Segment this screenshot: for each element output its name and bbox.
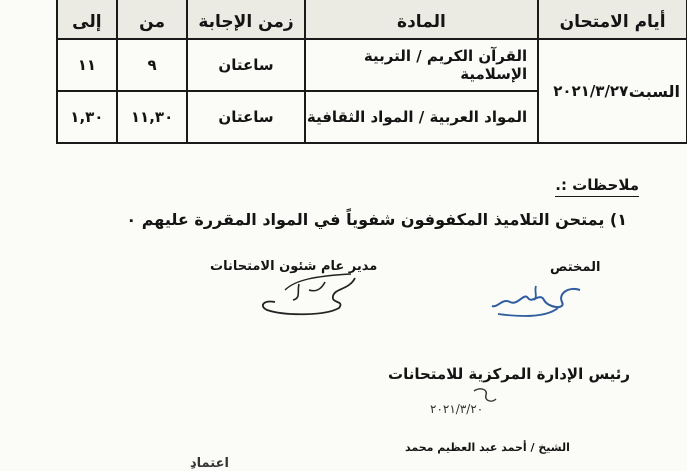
notes-title: ملاحظات :. <box>555 176 639 197</box>
duration-cell: ساعتان <box>187 39 304 91</box>
manager-title: مدير عام شئون الامتحانات <box>210 259 378 274</box>
header-day: أيام الامتحان <box>538 0 687 39</box>
day-label: السبت <box>628 81 680 101</box>
head-title: رئيس الإدارة المركزية للامتحانات <box>388 365 631 383</box>
from-cell: ١١,٣٠ <box>117 91 188 143</box>
to-cell: ١,٣٠ <box>57 91 117 143</box>
header-subject: المادة <box>305 0 539 39</box>
head-date-scrawl: ٢٠٢١/٣/٢٠ <box>430 402 484 416</box>
header-from: من <box>117 0 188 39</box>
exam-schedule-table <box>56 0 687 144</box>
specialist-title: المختص <box>550 260 601 275</box>
subject-cell: القرآن الكريم / التربية الإسلامية <box>305 39 539 91</box>
table-row <box>57 39 687 91</box>
subject-cell: المواد العربية / المواد الثقافية <box>305 91 539 143</box>
bottom-scrawl: ِاعتماد <box>190 456 229 471</box>
head-name: الشيخ / أحمد عبد العظيم محمد <box>405 441 570 454</box>
day-cell <box>538 39 687 143</box>
exam-date: ٢٠٢١/٣/٢٧ <box>553 82 629 100</box>
to-cell: ١١ <box>57 39 117 91</box>
table-header-row <box>57 0 687 39</box>
header-duration: زمن الإجابة <box>187 0 304 39</box>
note-item: ١) يمتحن التلاميذ المكفوفون شفوياً في المواد المقررة عليهم ٠ <box>126 210 627 229</box>
header-to: إلى <box>57 0 117 39</box>
specialist-signature <box>488 278 588 320</box>
duration-cell: ساعتان <box>187 91 304 143</box>
manager-signature <box>255 270 365 322</box>
from-cell: ٩ <box>117 39 188 91</box>
